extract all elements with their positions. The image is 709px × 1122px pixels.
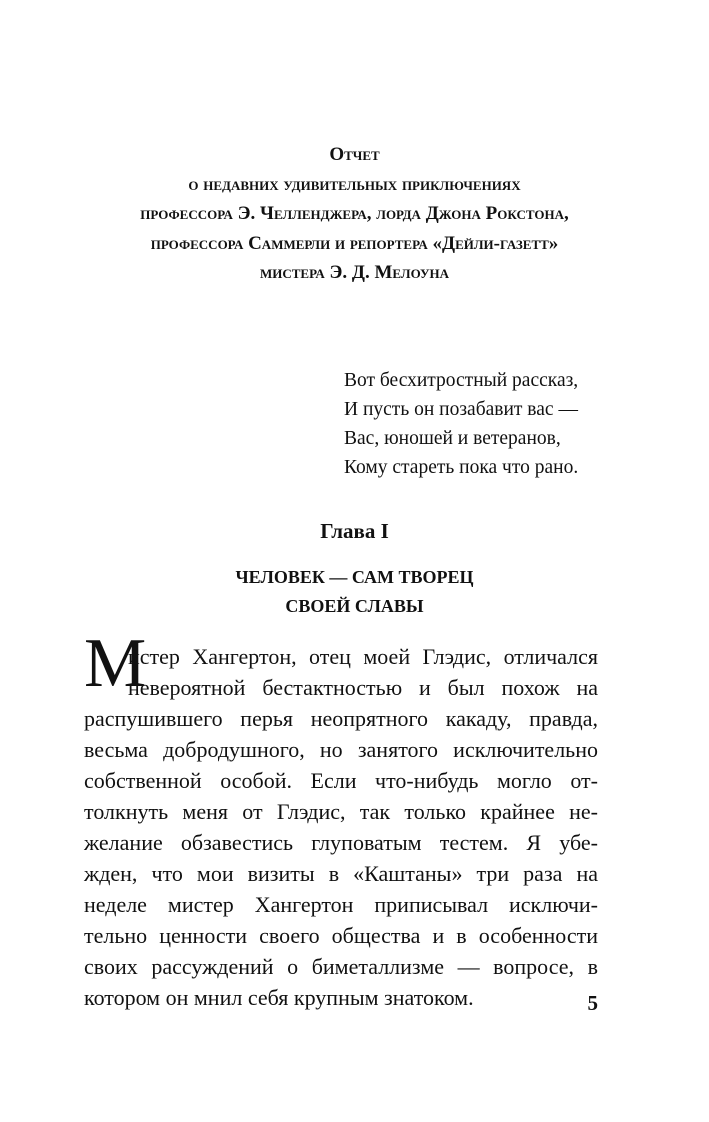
body-line: своих рассуждений о биметаллизме — вопросе, в [84,954,598,979]
report-heading [60,140,649,288]
body-paragraph [84,641,598,1013]
body-line: истер Хангертон, отец моей Глэдис, отличался [128,644,598,669]
body-line: весьма добродушного, но занятого исключительно [84,737,598,762]
page-number: 5 [587,991,598,1015]
epigraph-line: Кому стареть пока что рано. [344,457,579,478]
report-heading-line: Отчет [329,144,380,165]
report-heading-line: профессора Э. Челленджера, лорда Джона Рокстона, [140,203,569,224]
body-line: невероятной бестактностью и был похож на [128,675,598,700]
body-line: распушившего перья неопрятного какаду, правда, [84,706,598,731]
epigraph-line: Вот бесхитростный рассказ, [344,370,579,391]
epigraph [344,366,578,482]
report-heading-line: о недавних удивительных приключениях [188,173,521,195]
epigraph-line: И пусть он позабавит вас — [344,399,578,420]
report-heading-line: мистера Э. Д. Мелоуна [259,262,450,283]
chapter-number: Глава I [320,519,389,543]
body-line: толкнуть меня от Глэдис, так только крайнее не- [84,799,598,824]
report-heading-line: профессора Саммерли и репортера «Дейли-газетт» [150,232,559,254]
body-line: котором он мнил себя крупным знатоком. [84,985,474,1010]
drop-cap: М [84,625,147,702]
body-line: собственной особой. Если что-нибудь могло от- [84,768,598,793]
body-line: жден, что мои визиты в «Каштаны» три раза на [84,861,598,886]
body-line: неделе мистер Хангертон приписывал исключи- [84,892,598,917]
body-line: желание обзавестись глуповатым тестем. Я убе- [84,830,598,855]
epigraph-line: Вас, юношей и ветеранов, [344,428,561,449]
chapter-title-line: ЧЕЛОВЕК — САМ ТВОРЕЦ [235,567,474,587]
chapter-title-line: СВОЕЙ СЛАВЫ [285,596,424,616]
chapter-title [0,563,709,621]
body-line: тельно ценности своего общества и в особенности [84,923,598,948]
